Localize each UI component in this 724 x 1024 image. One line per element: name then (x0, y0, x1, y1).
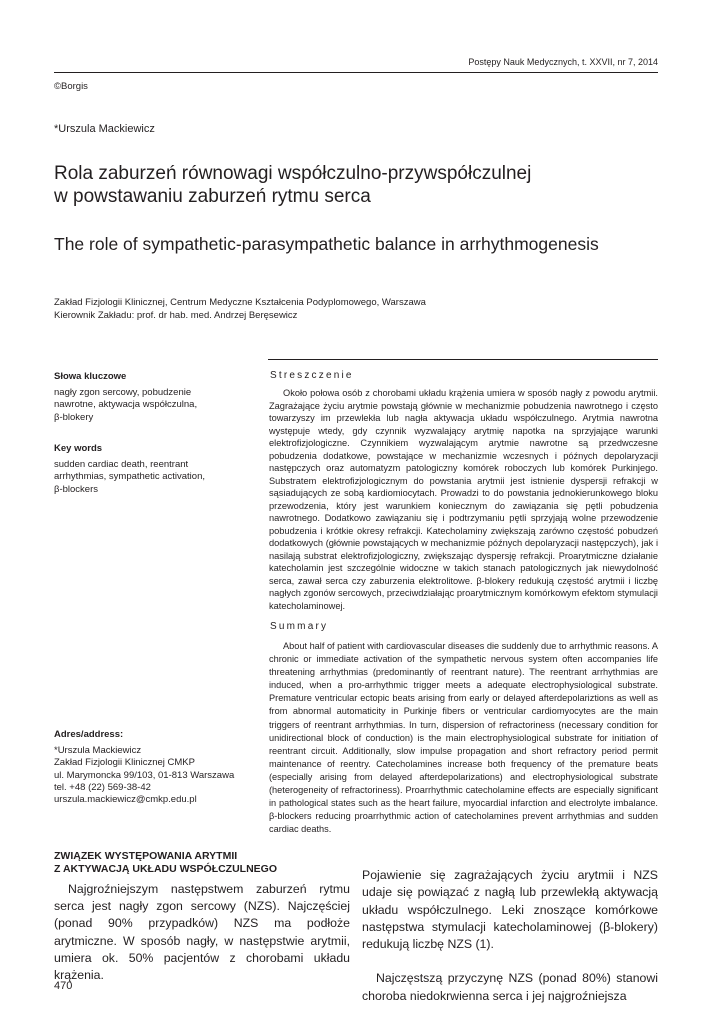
title-english: The role of sympathetic-parasympathetic balance in arrhythmogenesis (54, 234, 599, 254)
keywords-english-heading: Key words (54, 443, 103, 454)
publisher-copyright: ©Borgis (54, 81, 88, 92)
header-rule (54, 72, 658, 73)
keywords-english (54, 443, 254, 496)
correspondence-address (54, 729, 254, 806)
title-polish: Rola zaburzeń równowagi współczulno-przywspółczulnej w powstawaniu zaburzeń rytmu serca (54, 163, 532, 207)
keywords-polish (54, 371, 254, 424)
department-head: Kierownik Zakładu: prof. dr hab. med. Andrzej Beręsewicz (54, 310, 298, 321)
abstract-english-heading: Summary (270, 621, 329, 632)
journal-citation: Postępy Nauk Medycznych, t. XXVII, nr 7, 2014 (468, 57, 658, 67)
body-paragraph: Pojawienie się zagrażających życiu arytmii i NZS udaje się powiązać z nagłą lub przewlekłą aktywacją układu współczulnego. Leki znoszące komórkowe następstwa stymulacji katecholaminowej (β-blokery) redukują liczbę NZS (1). (362, 868, 658, 952)
address-heading: Adres/address: (54, 729, 124, 740)
address-text: *Urszula Mackiewicz Zakład Fizjologii Klinicznej CMKP ul. Marymoncka 99/103, 01-813 Warszawa tel. +48 (22) 569-38-42 urszula.mackiewicz@cmkp.edu.pl (54, 745, 235, 806)
body-column-left: Najgroźniejszym następstwem zaburzeń rytmu serca jest nagły zgon sercowy (NZS). Najczęściej (ponad 90% przypadków) NZS ma podłoże arytmiczne. W sposób nagły, w następstwie arytmii, umiera ok. 50% pacjentów z chorobami układu krążenia. (54, 882, 350, 983)
abstract-divider (268, 359, 658, 360)
page-number: 470 (54, 980, 73, 992)
affiliation-line: Zakład Fizjologii Klinicznej, Centrum Medyczne Kształcenia Podyplomowego, Warszawa (54, 297, 426, 308)
keywords-english-list: sudden cardiac death, reentrant arrhythmias, sympathetic activation, β-blockers (54, 459, 206, 495)
body-column-right (362, 850, 658, 1022)
keywords-polish-list: nagły zgon sercowy, pobudzenie nawrotne, aktywacja współczulna, β-blokery (54, 387, 198, 423)
abstract-polish-heading: Streszczenie (270, 370, 354, 381)
abstract-polish-text: Około połowa osób z chorobami układu krążenia umiera w sposób nagły z powodu arytmii. Zagrażające życiu arytmie powstają głównie w mechanizmie pobudzenia nawrotnego i często towarzyszy im przewlekła lub nagła aktywacja układu współczulnego. Arytmia nawrotna występuje wtedy, gdy czynnik wyzwalający arytmię napotka na sprzyjające warunki elektrofizjologiczne. Czynnikiem wyzwalającym arytmie nawrotne są przedwczesne pobudzenia dodatkowe, powstające w mechanizmie wczesnych i późnych depolaryzacji następczych oraz automatyzm patologiczny komórek roboczych lub komórek Purkinjego. Substratem elektrofizjologicznym do powstania arytmii jest istnienie dyspersji refrakcji w sąsiadujących ze sobą kardiomiocytach. Prowadzi to do powstania jednokierunkowego bloku przewodzenia, który jest warunkiem koniecznym do zawiązania się pętli pobudzenia nawrotnego. Dodatkowo zawiązaniu się i podtrzymaniu pętli sprzyjają wolne przewodzenie pobudzenia i krótkie okresy refrakcji. Katecholaminy zwiększają zarówno częstość pobudzeń dodatkowych (głównie powstających w mechanizmie późnych depolaryzacji następczych), jak i nasilają substrat elektrofizjologiczny, zwiększając dyspersję refrakcji. Proarytmiczne działanie katecholamin jest szczególnie widoczne w takich stanach patologicznych jak niewydolność serca, zawał serca czy zaburzenia elektrolitowe. β-blokery redukują częstość arytmii i liczbę nagłych zgonów sercowych, przeciwdziałając proarytmicznym komórkowym efektom stymulacji katecholaminowej. (269, 388, 658, 611)
affiliation (54, 296, 426, 322)
author-name: *Urszula Mackiewicz (54, 123, 155, 135)
abstract-english-text: About half of patient with cardiovascular diseases die suddenly due to arrhythmic reasons. A chronic or immediate activation of the sympathetic nervous system often accompanies life threatening arrhythmias (predominantly of reentrant nature). The reentrant arrhythmias are induced, when a pro-arrhythmic trigger meets a adequate electrophysiological substrate. Premature ventricular ectopic beats arising from early or delayed afterdepolariztions as well as from abnormal automaticity in Purkinje fibers or ventricular cardiomyocytes are the main triggers of reentrant arrhythmias. In turn, dispersion of refractoriness (necessary condition for unidirectional block of conduction) is the main electrophysiological substrate for initiation of reentrant circuit. Additionally, slow impulse propagation and short refractory period permit maintenance of reentry. Catecholamines increase both frequency of the premature beats (especially arising from delayed afterdepolarizations) and electrophysiological substrate (heterogeneity of refractoriness). Proarrhythmic catecholamine effects are especially significant in pathological states such as the heart failure, myocardial infarction and electrolyte imbalance. β-blockers reducing proarrhythmic action of catecholamines prevent arrhythmias and sudden cardiac deaths. (269, 641, 658, 835)
body-paragraph: Najczęstszą przyczynę NZS (ponad 80%) stanowi choroba niedokrwienna serca i jej najgroźniejsza (362, 971, 658, 1003)
keywords-polish-heading: Słowa kluczowe (54, 371, 127, 382)
section-heading: ZWIĄZEK WYSTĘPOWANIA ARYTMII Z AKTYWACJĄ UKŁADU WSPÓŁCZULNEGO (54, 850, 278, 875)
